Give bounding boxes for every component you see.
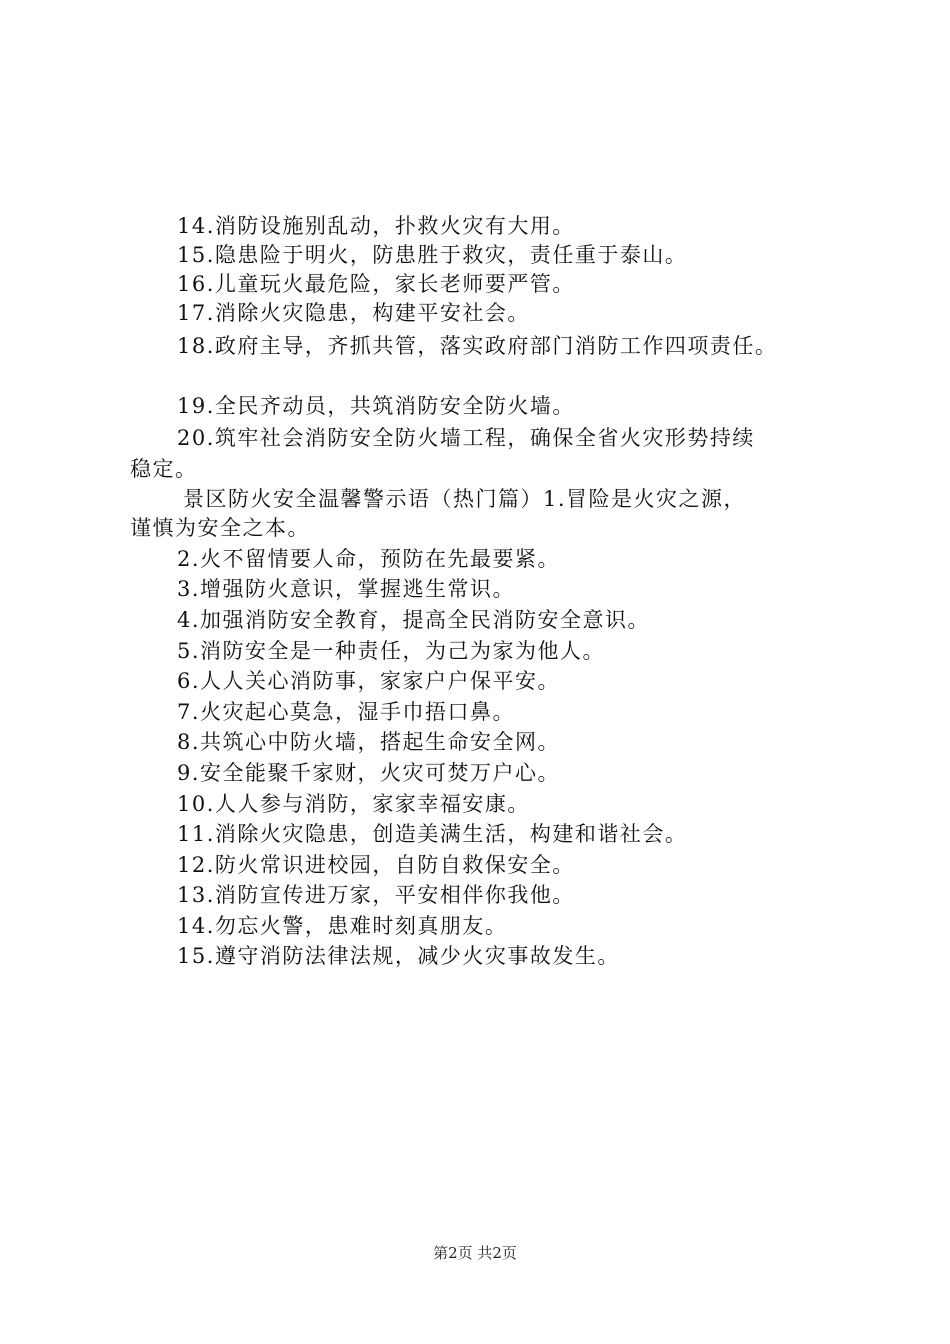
text-line: 17.消除火灾隐患，构建平安社会。 xyxy=(177,301,530,325)
text-line: 2.火不留情要人命，预防在先最要紧。 xyxy=(177,547,561,571)
text-line: 4.加强消防安全教育，提高全民消防安全意识。 xyxy=(177,608,651,632)
section-heading: 景区防火安全温馨警示语（热门篇）1.冒险是火灾之源， xyxy=(183,487,747,511)
text-line: 14.消防设施别乱动，扑救火灾有大用。 xyxy=(177,214,575,238)
text-line: 7.火灾起心莫急，湿手巾捂口鼻。 xyxy=(177,700,516,724)
text-line: 5.消防安全是一种责任，为己为家为他人。 xyxy=(177,639,606,663)
text-line: 11.消除火灾隐患，创造美满生活，构建和谐社会。 xyxy=(177,822,688,846)
text-line: 10.人人参与消防，家家幸福安康。 xyxy=(177,792,530,816)
text-line: 12.防火常识进校园，自防自救保安全。 xyxy=(177,853,575,877)
text-line: 19.全民齐动员，共筑消防安全防火墙。 xyxy=(177,394,575,418)
text-line: 3.增强防火意识，掌握逃生常识。 xyxy=(177,577,516,601)
text-line: 15.遵守消防法律法规，减少火灾事故发生。 xyxy=(177,944,620,968)
text-line: 13.消防宣传进万家，平安相伴你我他。 xyxy=(177,883,575,907)
text-line: 9.安全能聚千家财，火灾可焚万户心。 xyxy=(177,761,561,785)
text-line: 8.共筑心中防火墙，搭起生命安全网。 xyxy=(177,730,561,754)
page-footer: 第2页 共2页 xyxy=(433,1244,517,1262)
text-line: 14.勿忘火警，患难时刻真朋友。 xyxy=(177,914,508,938)
text-line: 稳定。 xyxy=(130,457,198,481)
text-line: 20.筑牢社会消防安全防火墙工程，确保全省火灾形势持续 xyxy=(177,426,755,450)
text-line: 15.隐患险于明火，防患胜于救灾，责任重于泰山。 xyxy=(177,243,688,267)
text-line: 谨慎为安全之本。 xyxy=(130,516,310,540)
text-line: 18.政府主导，齐抓共管，落实政府部门消防工作四项责任。 xyxy=(177,334,778,358)
text-line: 6.人人关心消防事，家家户户保平安。 xyxy=(177,669,561,693)
text-line: 16.儿童玩火最危险，家长老师要严管。 xyxy=(177,272,575,296)
